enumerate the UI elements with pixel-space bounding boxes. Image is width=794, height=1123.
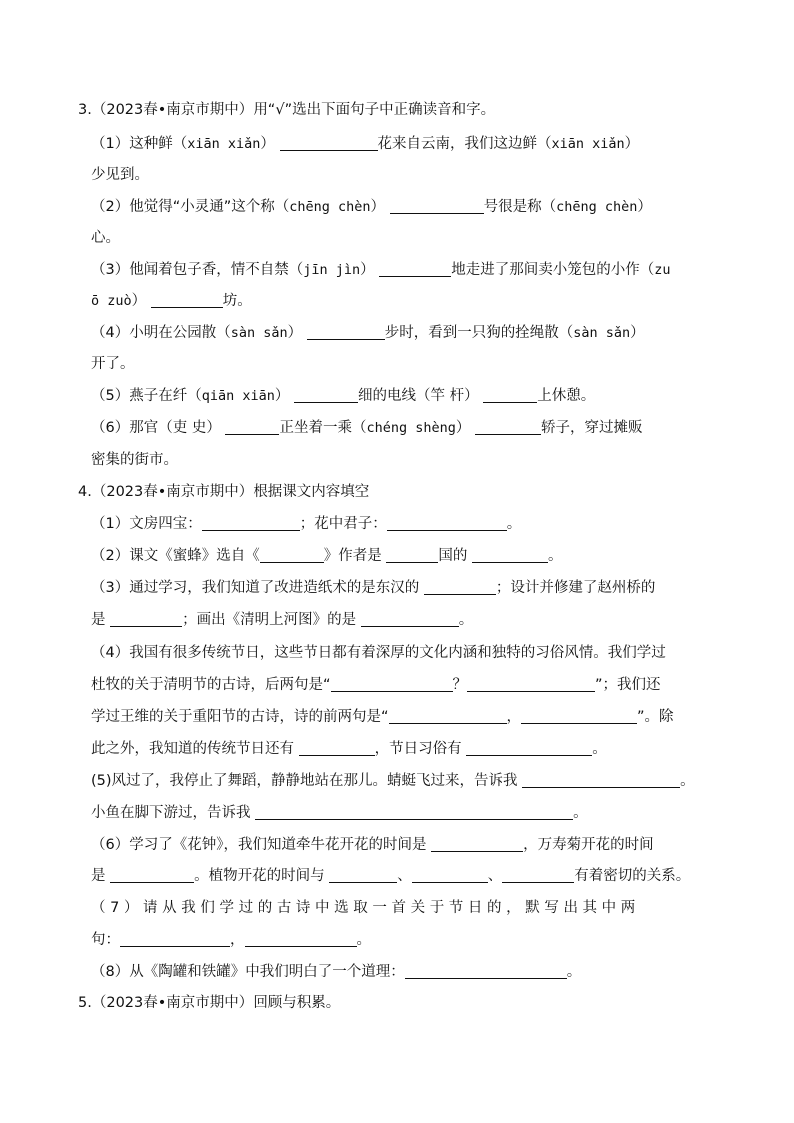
- question-prompt: 根据课文内容填空: [253, 484, 370, 500]
- item-text: 。: [566, 964, 582, 980]
- answer-blank[interactable]: [472, 547, 548, 563]
- item-text: 学过王维的关于重阳节的古诗，诗的前两句是“: [91, 709, 389, 725]
- answer-blank[interactable]: [483, 387, 537, 403]
- question-source: （2023春•南京市期中）: [91, 995, 254, 1011]
- item-text: ，: [230, 932, 245, 948]
- question-5-title: [78, 993, 340, 1013]
- answer-blank[interactable]: [110, 867, 194, 883]
- answer-blank[interactable]: [110, 611, 182, 627]
- item-text: （3）通过学习，我们知道了改进造纸术的是东汉的: [91, 580, 424, 596]
- item-text: ”；我们还: [595, 677, 661, 693]
- q4-item-3: [91, 578, 655, 598]
- item-text: （4）我国有很多传统节日，这些节日都有着深厚的文化内涵和独特的习俗风情。我们学过: [91, 645, 666, 661]
- q3-item-3-cont: [91, 291, 252, 311]
- item-text: 。: [356, 932, 371, 948]
- item-text: 花来自云南，我们这边鲜（: [377, 136, 552, 152]
- question-4-title: [78, 482, 369, 502]
- q3-item-2: [91, 197, 652, 217]
- answer-blank[interactable]: [431, 836, 523, 852]
- item-text: （5）燕子在纤（: [91, 388, 202, 404]
- item-text: ）: [370, 199, 386, 215]
- pinyin-options: sàn sǎn: [573, 325, 631, 341]
- item-text: 、: [397, 868, 412, 884]
- item-text: ）: [131, 293, 147, 309]
- item-text: 。植物开花的时间与: [194, 868, 330, 884]
- question-prompt: 用“√”选出下面句子中正确读音和字。: [253, 102, 496, 118]
- answer-blank[interactable]: [202, 515, 300, 531]
- answer-blank[interactable]: [389, 708, 507, 724]
- item-text: 、: [487, 868, 503, 884]
- item-text: ）: [630, 325, 645, 341]
- item-text: 开了。: [91, 356, 135, 372]
- answer-blank[interactable]: [255, 804, 573, 820]
- item-text: 》作者是: [323, 548, 387, 564]
- q3-item-6: [91, 418, 642, 438]
- answer-blank[interactable]: [260, 547, 324, 563]
- answer-blank[interactable]: [294, 387, 358, 403]
- answer-blank[interactable]: [379, 261, 451, 277]
- item-text: 正坐着一乘（: [279, 420, 367, 436]
- question-3-title: [78, 100, 495, 120]
- item-text: 号很是称（: [483, 199, 557, 215]
- item-text: （ 7 ） 请 从 我 们 学 过 的 古 诗 中 选 取 一 首 关 于 节 日 的 ， 默 写 出 其 中 两: [91, 900, 636, 916]
- q4-item-1: [91, 514, 521, 534]
- question-prompt: 回顾与积累。: [253, 995, 341, 1011]
- item-text: （6）那官（吏 史）: [91, 420, 221, 436]
- item-text: ，万寿菊开花的时间: [523, 837, 654, 853]
- pinyin-options: ō zuò: [91, 293, 132, 309]
- question-number: 3.: [78, 102, 92, 118]
- pinyin-options: sàn sǎn: [230, 325, 288, 341]
- pinyin-options: chéng shèng: [366, 420, 456, 436]
- answer-blank[interactable]: [225, 419, 279, 435]
- q3-item-5: [91, 386, 595, 406]
- answer-blank[interactable]: [412, 867, 488, 883]
- q4-item-6-cont: [91, 866, 690, 886]
- item-text: ）: [637, 199, 652, 215]
- answer-blank[interactable]: [307, 324, 385, 340]
- item-text: （2）课文《蜜蜂》选自《: [91, 548, 260, 564]
- item-text: （3）他闻着包子香，情不自禁（: [91, 262, 304, 278]
- item-text: ）: [360, 262, 375, 278]
- q4-item-5-cont: [91, 803, 588, 823]
- q3-item-6-cont: [91, 450, 178, 470]
- item-text: 是: [91, 868, 111, 884]
- item-text: ；画出《清明上河图》的是: [182, 612, 361, 628]
- q4-item-2: [91, 546, 562, 566]
- answer-blank[interactable]: [151, 292, 223, 308]
- item-text: ）: [274, 388, 290, 404]
- item-text: 心。: [91, 230, 120, 246]
- answer-blank[interactable]: [405, 963, 567, 979]
- item-text: ，: [506, 709, 522, 725]
- item-text: （1）这种鲜（: [91, 136, 188, 152]
- item-text: 地走进了那间卖小笼包的小作（: [451, 262, 655, 278]
- item-text: ？: [452, 677, 468, 693]
- q4-item-6: [91, 835, 654, 855]
- question-source: （2023春•南京市期中）: [91, 484, 254, 500]
- answer-blank[interactable]: [329, 867, 397, 883]
- item-text: 。: [458, 612, 474, 628]
- pinyin-options: qiān xiān: [201, 388, 275, 404]
- q4-item-5: [91, 771, 695, 791]
- question-source: （2023春•南京市期中）: [91, 102, 254, 118]
- question-number: 5.: [78, 995, 92, 1011]
- answer-blank[interactable]: [522, 772, 680, 788]
- item-text: （2）他觉得“小灵通”这个称（: [91, 199, 290, 215]
- q4-item-7-cont: [91, 930, 371, 950]
- item-text: （6）学习了《花钟》，我们知道牵牛花开花的时间是: [91, 837, 432, 853]
- item-text: 句：: [91, 932, 120, 948]
- q3-item-4-cont: [91, 354, 135, 374]
- item-text: ）: [455, 420, 471, 436]
- item-text: ；花中君子：: [299, 516, 387, 532]
- q4-item-8: [91, 962, 581, 982]
- pinyin-options: zu: [654, 262, 671, 278]
- answer-blank[interactable]: [387, 515, 507, 531]
- item-text: 密集的街市。: [91, 452, 178, 468]
- answer-blank[interactable]: [390, 198, 484, 214]
- pinyin-options: chēng chèn: [289, 199, 371, 215]
- answer-blank[interactable]: [299, 740, 375, 756]
- q4-item-4: [91, 643, 666, 663]
- item-text: 。: [592, 741, 607, 757]
- q3-item-1: [91, 134, 639, 154]
- answer-blank[interactable]: [280, 135, 378, 151]
- answer-blank[interactable]: [424, 579, 496, 595]
- q3-item-3: [91, 260, 671, 280]
- item-text: （4）小明在公园散（: [91, 325, 231, 341]
- item-text: ”。除: [637, 709, 674, 725]
- answer-blank[interactable]: [521, 708, 637, 724]
- answer-blank[interactable]: [466, 740, 592, 756]
- item-text: （1）文房四宝：: [91, 516, 202, 532]
- item-text: 少见到。: [91, 167, 149, 183]
- item-text: 步时，看到一只狗的拴绳散（: [384, 325, 574, 341]
- q4-item-4-line4: [91, 739, 607, 759]
- q4-item-4-line3: [91, 707, 674, 727]
- question-number: 4.: [78, 484, 92, 500]
- item-text: 国的: [438, 548, 472, 564]
- item-text: ）: [624, 136, 640, 152]
- q4-item-4-line2: [91, 675, 661, 695]
- q3-item-2-cont: [91, 228, 120, 248]
- answer-blank[interactable]: [361, 611, 459, 627]
- item-text: (5)风过了，我停止了舞蹈，静静地站在那儿。蜻蜓飞过来，告诉我: [91, 773, 523, 789]
- item-text: ）: [260, 136, 275, 152]
- answer-blank[interactable]: [475, 419, 541, 435]
- item-text: 此之外，我知道的传统节日还有: [91, 741, 299, 757]
- item-text: 。: [506, 516, 522, 532]
- answer-blank[interactable]: [120, 931, 230, 947]
- item-text: ）: [287, 325, 303, 341]
- item-text: ，节日习俗有: [374, 741, 467, 757]
- q4-item-7: [91, 898, 635, 918]
- answer-blank[interactable]: [386, 547, 438, 563]
- item-text: 细的电线（竿 杆）: [358, 388, 479, 404]
- item-text: 有着密切的关系。: [574, 868, 691, 884]
- item-text: 。: [680, 773, 695, 789]
- item-text: （8）从《陶罐和铁罐》中我们明白了一个道理：: [91, 964, 405, 980]
- answer-blank[interactable]: [331, 676, 453, 692]
- item-text: 上休憩。: [537, 388, 596, 404]
- item-text: 。: [547, 548, 563, 564]
- item-text: 杜牧的关于清明节的古诗，后两句是“: [91, 677, 331, 693]
- item-text: 是: [91, 612, 111, 628]
- pinyin-options: jīn jìn: [303, 262, 361, 278]
- item-text: ；设计并修建了赵州桥的: [495, 580, 656, 596]
- q3-item-1-cont: [91, 165, 149, 185]
- answer-blank[interactable]: [502, 867, 574, 883]
- q3-item-4: [91, 323, 645, 343]
- item-text: 坊。: [222, 293, 252, 309]
- pinyin-options: xiān xiǎn: [551, 136, 625, 152]
- item-text: 轿子，穿过摊贩: [540, 420, 643, 436]
- pinyin-options: xiān xiǎn: [187, 136, 261, 152]
- pinyin-options: chēng chèn: [556, 199, 638, 215]
- answer-blank[interactable]: [467, 676, 595, 692]
- item-text: 小鱼在脚下游过，告诉我: [91, 805, 256, 821]
- item-text: 。: [573, 805, 588, 821]
- answer-blank[interactable]: [245, 931, 357, 947]
- q4-item-3-cont: [91, 610, 473, 630]
